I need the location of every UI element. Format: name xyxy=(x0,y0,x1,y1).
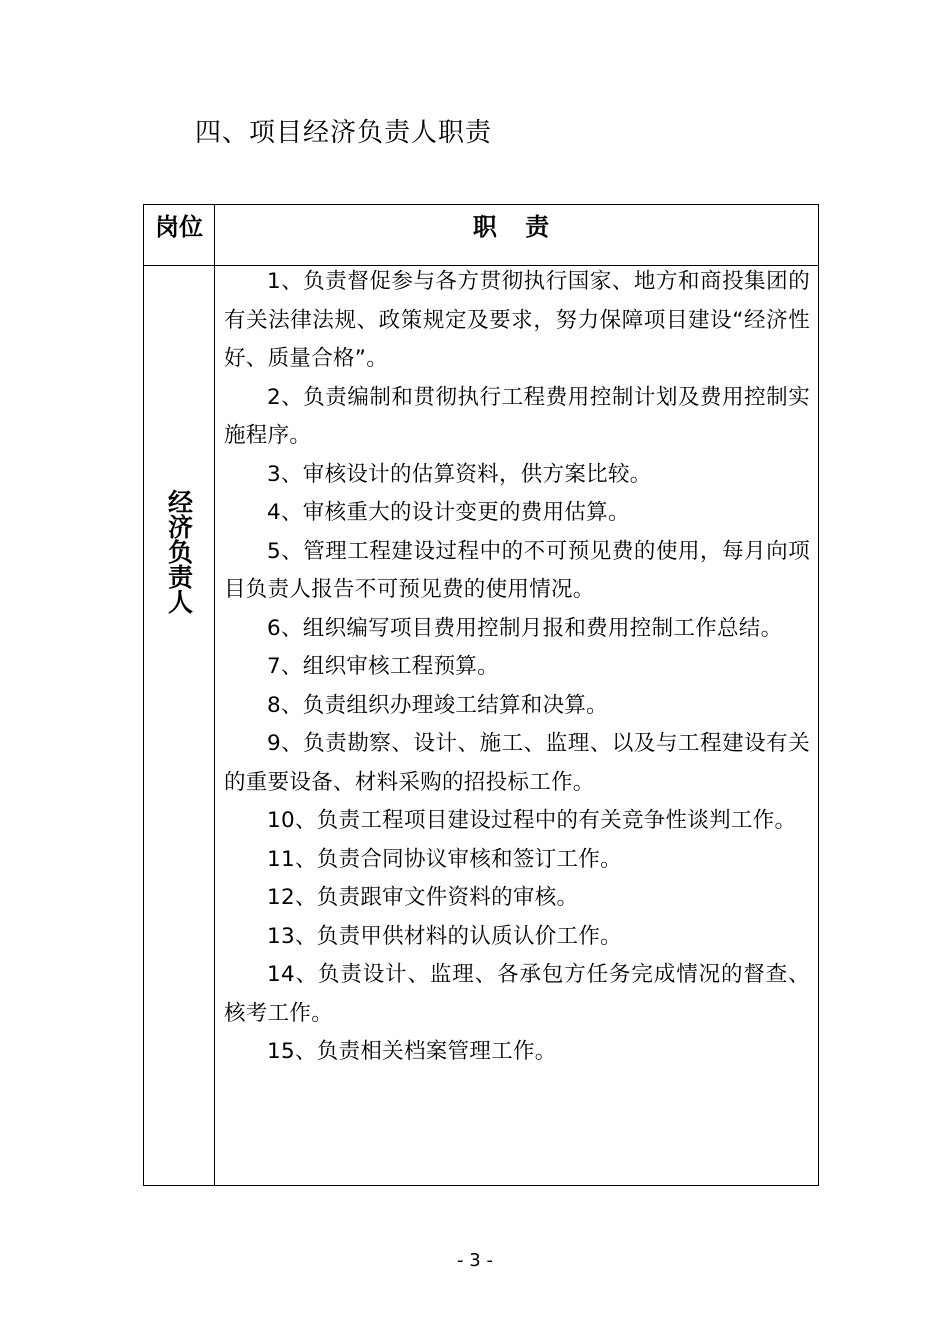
duty-item: 14、负责设计、监理、各承包方任务完成情况的督查、核考工作。 xyxy=(224,962,810,1026)
duty-item: 5、管理工程建设过程中的不可预见费的使用，每月向项目负责人报告不可预见费的使用情况。 xyxy=(224,538,810,602)
duty-table xyxy=(143,204,819,1186)
duty-item: 2、负责编制和贯彻执行工程费用控制计划及费用控制实施程序。 xyxy=(224,384,810,448)
header-duty-cell: 职 责 xyxy=(472,213,560,241)
duty-item: 15、负责相关档案管理工作。 xyxy=(267,1039,557,1064)
duty-item: 9、负责勘察、设计、施工、监理、以及与工程建设有关的重要设备、材料采购的招投标工作。 xyxy=(224,731,810,795)
duty-item: 4、审核重大的设计变更的费用估算。 xyxy=(267,500,630,525)
duty-item: 12、负责跟审文件资料的审核。 xyxy=(267,885,579,910)
page-number: - 3 - xyxy=(457,1250,493,1271)
duty-item: 13、负责甲供材料的认质认价工作。 xyxy=(267,923,622,949)
duty-item: 10、负责工程项目建设过程中的有关竞争性谈判工作。 xyxy=(267,808,797,833)
duty-list xyxy=(224,263,810,1072)
column-divider xyxy=(214,205,215,1185)
duty-item: 6、组织编写项目费用控制月报和费用控制工作总结。 xyxy=(267,615,783,641)
header-position-cell: 岗位 xyxy=(155,213,203,241)
section-heading: 四、项目经济负责人职责 xyxy=(195,118,493,148)
position-name-cell xyxy=(144,489,214,614)
duty-item: 7、组织审核工程预算。 xyxy=(267,654,499,679)
duty-item: 3、审核设计的估算资料，供方案比较。 xyxy=(267,461,652,487)
duty-item: 11、负责合同协议审核和签订工作。 xyxy=(267,846,622,872)
duty-item: 8、负责组织办理竣工结算和决算。 xyxy=(267,692,608,718)
position-name: 经济负责人 xyxy=(164,489,194,614)
duty-item: 1、负责督促参与各方贯彻执行国家、地方和商投集团的有关法律法规、政策规定及要求，努力保障项目建设“经济性好、质量合格”。 xyxy=(224,269,810,371)
